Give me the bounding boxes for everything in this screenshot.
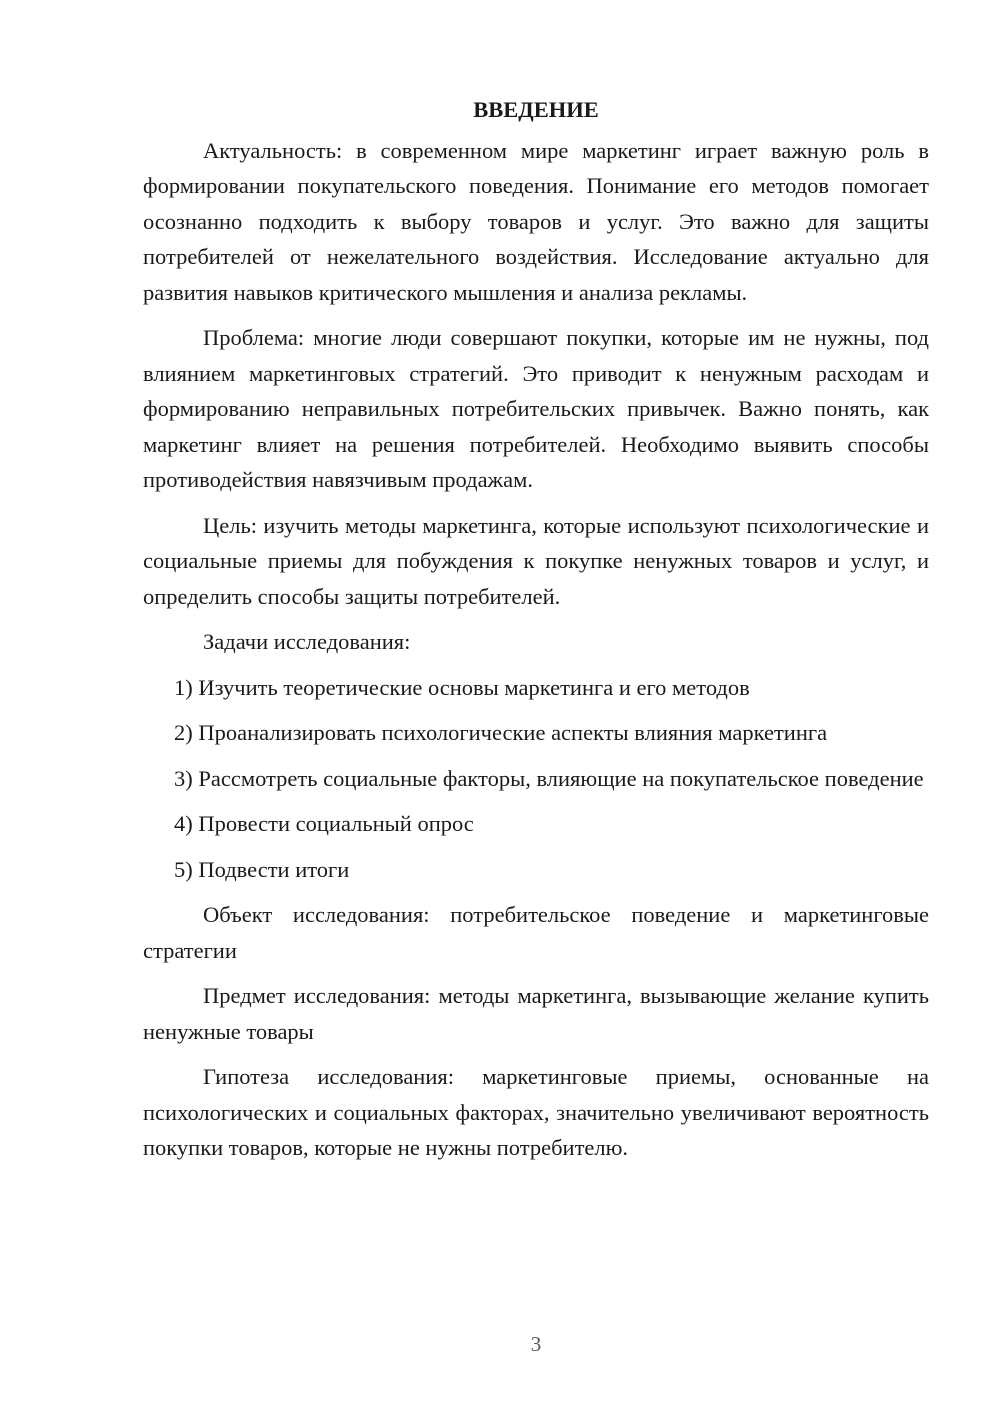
tasks-label: Задачи исследования: [203, 629, 411, 654]
goal-paragraph: Цель: изучить методы маркетинга, которые используют психологические и социальные приемы для побуждения к покупке ненужных товаров и услуг, и определить способы защиты потребителей. [143, 512, 929, 609]
section-heading: ВВЕДЕНИЕ [473, 97, 599, 122]
task-item: 5) Подвести итоги [174, 856, 350, 882]
task-item: 1) Изучить теоретические основы маркетинга и его методов [174, 674, 750, 700]
hypothesis-paragraph: Гипотеза исследования: маркетинговые приемы, основанные на психологических и социальных факторах, значительно увеличивают вероятность покупки товаров, которые не нужны потребителю. [143, 1064, 929, 1160]
page-number: 3 [530, 1332, 542, 1356]
page-content [143, 92, 929, 1176]
task-item: 4) Провести социальный опрос [174, 811, 474, 836]
relevance-paragraph: Актуальность: в современном мире маркетинг играет важную роль в формировании покупательского поведения. Понимание его методов помогает осознанно подходить к выбору товаров и услуг. Это важно для защиты потребителей от нежелательного воздействия. Исследование актуально для развития навыков критического мышления и анализа рекламы. [143, 137, 929, 305]
subject-paragraph: Предмет исследования: методы маркетинга, вызывающие желание купить ненужные товары [143, 983, 929, 1044]
object-paragraph: Объект исследования: потребительское поведение и маркетинговые стратегии [143, 902, 929, 963]
task-item: 3) Рассмотреть социальные факторы, влияющие на покупательское поведение [174, 765, 924, 791]
problem-paragraph: Проблема: многие люди совершают покупки, которые им не нужны, под влиянием маркетинговых стратегий. Это приводит к ненужным расходам и формированию неправильных потребительских привычек. Важно понять, как маркетинг влияет на решения потребителей. Необходимо выявить способы противодействия навязчивым продажам. [143, 325, 929, 492]
task-item: 2) Проанализировать психологические аспекты влияния маркетинга [174, 720, 828, 745]
